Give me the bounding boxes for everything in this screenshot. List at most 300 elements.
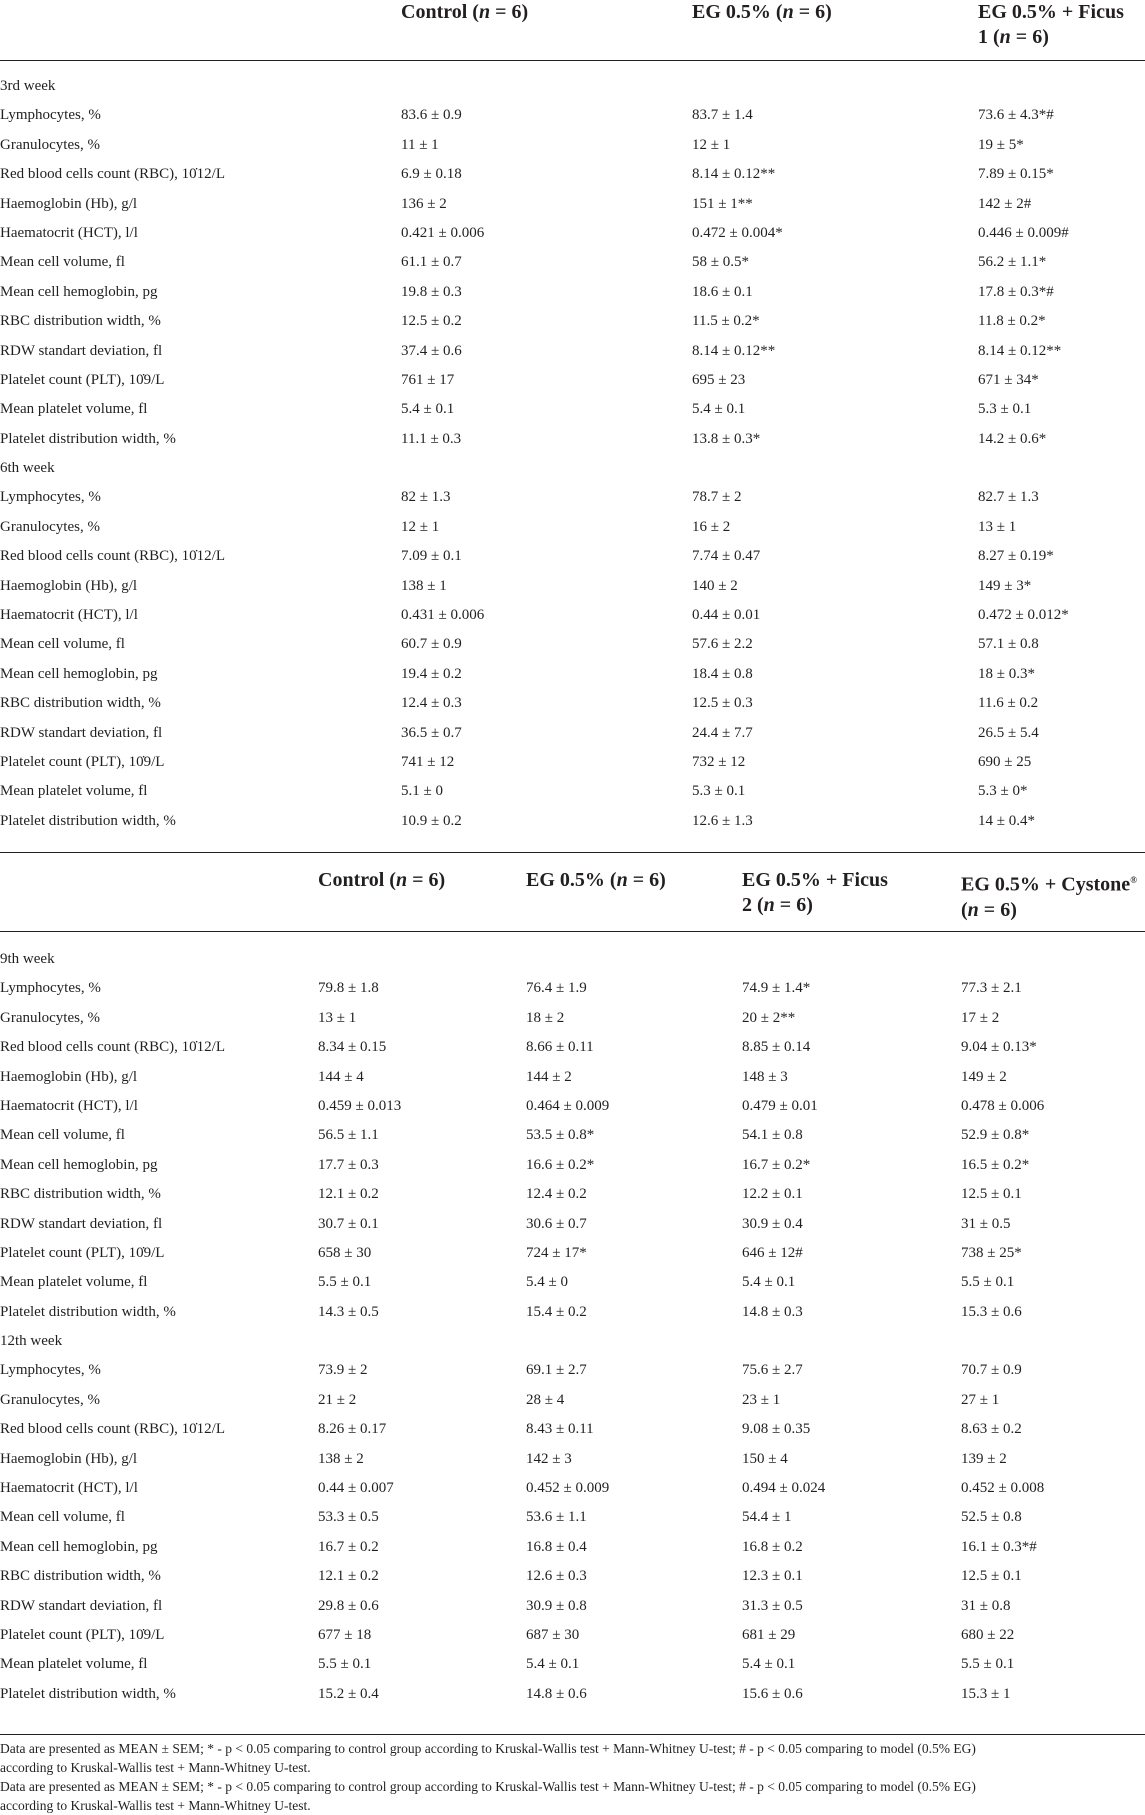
cell-value: 0.472 ± 0.004*: [692, 224, 783, 241]
row-label: Mean cell hemoglobin, pg: [0, 665, 158, 682]
cell-value: 8.14 ± 0.12**: [978, 342, 1062, 359]
cell-value: 75.6 ± 2.7: [742, 1362, 803, 1379]
cell-value: 8.26 ± 0.17: [318, 1421, 387, 1438]
section-title: 12th week: [0, 1333, 63, 1350]
cell-value: 21 ± 2: [318, 1391, 357, 1408]
table-2-body: [0, 945, 1145, 1709]
cell-value: 26.5 ± 5.4: [978, 724, 1039, 741]
cell-value: 11 ± 1: [401, 136, 439, 153]
cell-value: 15.3 ± 0.6: [961, 1303, 1022, 1320]
cell-value: 14.2 ± 0.6*: [978, 430, 1047, 447]
header-text: = 6): [407, 869, 446, 891]
cell-value: 142 ± 2#: [978, 195, 1032, 212]
header-text: EG 0.5% (: [526, 869, 617, 891]
table-row: [0, 630, 1145, 659]
header-text: = 6): [627, 869, 666, 891]
cell-value: 5.1 ± 0: [401, 783, 443, 800]
cell-value: 78.7 ± 2: [692, 489, 742, 506]
row-label: Platelet count (PLT), 10̇9/L: [0, 1626, 165, 1643]
row-label: Granulocytes, %: [0, 1391, 100, 1408]
cell-value: 12.4 ± 0.3: [401, 695, 462, 712]
cell-value: 7.89 ± 0.15*: [978, 166, 1054, 183]
cell-value: 0.472 ± 0.012*: [978, 607, 1069, 624]
row-label: Haemoglobin (Hb), g/l: [0, 1450, 138, 1467]
row-label: Mean cell hemoglobin, pg: [0, 1156, 158, 1173]
cell-value: 12.6 ± 0.3: [526, 1568, 587, 1585]
cell-value: 646 ± 12#: [742, 1244, 803, 1261]
table-row: [0, 1503, 1145, 1532]
row-label: RDW standart deviation, fl: [0, 1597, 163, 1614]
footnote-line: Data are presented as MEAN ± SEM; * - p < 0.05 comparing to control group according to Kruskal-Wallis test + Mann-Whitney U-test; # - p < 0.05 comparing to model (0.5% EG): [0, 1779, 976, 1794]
cell-value: 31 ± 0.5: [961, 1215, 1011, 1232]
row-label: Haemoglobin (Hb), g/l: [0, 1068, 138, 1085]
cell-value: 11.1 ± 0.3: [401, 430, 462, 447]
cell-value: 6.9 ± 0.18: [401, 166, 462, 183]
table-row: [0, 689, 1145, 718]
row-label: Mean platelet volume, fl: [0, 1274, 148, 1291]
row-label: RDW standart deviation, fl: [0, 342, 163, 359]
table-row: [0, 1621, 1145, 1650]
footnote-1: [0, 1739, 1145, 1777]
table-row: [0, 777, 1145, 806]
cell-value: 58 ± 0.5*: [692, 254, 749, 271]
cell-value: 76.4 ± 1.9: [526, 980, 587, 997]
table-row: [0, 483, 1145, 512]
cell-value: 5.3 ± 0*: [978, 783, 1028, 800]
header-n: n: [782, 1, 794, 23]
cell-value: 14 ± 0.4*: [978, 812, 1035, 829]
header-text: EG 0.5% + Ficus: [978, 1, 1124, 23]
cell-value: 724 ± 17*: [526, 1244, 587, 1261]
table-row: [0, 974, 1145, 1003]
cell-value: 681 ± 29: [742, 1626, 796, 1643]
table-row: [0, 513, 1145, 542]
cell-value: 7.09 ± 0.1: [401, 548, 462, 565]
cell-value: 0.479 ± 0.01: [742, 1097, 818, 1114]
table-row: [0, 748, 1145, 777]
column-header-control: [401, 0, 528, 25]
cell-value: 0.459 ± 0.013: [318, 1097, 402, 1114]
table-row: [0, 1210, 1145, 1239]
cell-value: 11.5 ± 0.2*: [692, 313, 760, 330]
cell-value: 5.4 ± 0: [526, 1274, 568, 1291]
cell-value: 9.04 ± 0.13*: [961, 1039, 1037, 1056]
table-1: [0, 0, 1145, 829]
row-label: Platelet count (PLT), 10̇9/L: [0, 371, 165, 388]
cell-value: 8.27 ± 0.19*: [978, 548, 1054, 565]
cell-value: 18.4 ± 0.8: [692, 665, 753, 682]
row-label: Red blood cells count (RBC), 10̇12/L: [0, 548, 225, 565]
cell-value: 23 ± 1: [742, 1391, 781, 1408]
cell-value: 16.8 ± 0.2: [742, 1538, 803, 1555]
cell-value: 57.6 ± 2.2: [692, 636, 753, 653]
row-label: Granulocytes, %: [0, 1009, 100, 1026]
cell-value: 20 ± 2**: [742, 1009, 796, 1026]
cell-value: 27 ± 1: [961, 1391, 1000, 1408]
cell-value: 52.5 ± 0.8: [961, 1509, 1022, 1526]
row-label: Mean cell volume, fl: [0, 1127, 125, 1144]
cell-value: 8.14 ± 0.12**: [692, 342, 776, 359]
table-row: [0, 1474, 1145, 1503]
header-text: = 6): [793, 1, 832, 23]
table-row: [0, 1298, 1145, 1327]
cell-value: 8.34 ± 0.15: [318, 1039, 387, 1056]
table-row: [0, 1268, 1145, 1297]
header-text: 2 (: [742, 894, 764, 916]
column-header-eg: [526, 868, 666, 893]
row-label: Mean cell volume, fl: [0, 636, 125, 653]
row-label: Haematocrit (HCT), l/l: [0, 607, 138, 624]
cell-value: 0.452 ± 0.008: [961, 1480, 1045, 1497]
cell-value: 16.5 ± 0.2*: [961, 1156, 1030, 1173]
cell-value: 13.8 ± 0.3*: [692, 430, 761, 447]
cell-value: 37.4 ± 0.6: [401, 342, 462, 359]
table-row: [0, 278, 1145, 307]
cell-value: 8.14 ± 0.12**: [692, 166, 776, 183]
header-text: EG 0.5% + Ficus: [742, 869, 888, 891]
row-label: Haemoglobin (Hb), g/l: [0, 577, 138, 594]
cell-value: 16 ± 2: [692, 518, 731, 535]
header-rule: [0, 931, 1145, 932]
header-n: n: [999, 26, 1011, 48]
cell-value: 0.44 ± 0.007: [318, 1480, 394, 1497]
section-title: 6th week: [0, 460, 55, 477]
cell-value: 30.7 ± 0.1: [318, 1215, 379, 1232]
row-label: Platelet count (PLT), 10̇9/L: [0, 753, 165, 770]
cell-value: 24.4 ± 7.7: [692, 724, 753, 741]
cell-value: 15.2 ± 0.4: [318, 1685, 379, 1702]
cell-value: 8.63 ± 0.2: [961, 1421, 1022, 1438]
cell-value: 5.5 ± 0.1: [318, 1274, 372, 1291]
cell-value: 5.4 ± 0.1: [401, 401, 455, 418]
cell-value: 142 ± 3: [526, 1450, 572, 1467]
table-row: [0, 572, 1145, 601]
cell-value: 14.8 ± 0.6: [526, 1685, 587, 1702]
cell-value: 82.7 ± 1.3: [978, 489, 1039, 506]
cell-value: 16.8 ± 0.4: [526, 1538, 587, 1555]
cell-value: 30.6 ± 0.7: [526, 1215, 587, 1232]
cell-value: 738 ± 25*: [961, 1244, 1022, 1261]
cell-value: 83.6 ± 0.9: [401, 107, 462, 124]
table-2: [0, 853, 1145, 1702]
cell-value: 9.08 ± 0.35: [742, 1421, 811, 1438]
row-label: Platelet distribution width, %: [0, 430, 176, 447]
cell-value: 11.6 ± 0.2: [978, 695, 1039, 712]
cell-value: 12.4 ± 0.2: [526, 1186, 587, 1203]
cell-value: 36.5 ± 0.7: [401, 724, 462, 741]
row-label: Red blood cells count (RBC), 10̇12/L: [0, 1039, 225, 1056]
footnote-line: Data are presented as MEAN ± SEM; * - p < 0.05 comparing to control group according to Kruskal-Wallis test + Mann-Whitney U-test; # - p < 0.05 comparing to model (0.5% EG): [0, 1741, 976, 1756]
cell-value: 138 ± 2: [318, 1450, 364, 1467]
cell-value: 148 ± 3: [742, 1068, 788, 1085]
cell-value: 0.421 ± 0.006: [401, 224, 485, 241]
cell-value: 83.7 ± 1.4: [692, 107, 753, 124]
cell-value: 17.7 ± 0.3: [318, 1156, 379, 1173]
cell-value: 54.4 ± 1: [742, 1509, 792, 1526]
table-row: [0, 1004, 1145, 1033]
header-text: 1 (: [978, 26, 1000, 48]
cell-value: 149 ± 2: [961, 1068, 1007, 1085]
cell-value: 30.9 ± 0.8: [526, 1597, 587, 1614]
registered-mark: ®: [1130, 875, 1137, 885]
cell-value: 19.8 ± 0.3: [401, 283, 462, 300]
cell-value: 53.6 ± 1.1: [526, 1509, 587, 1526]
table-row: [0, 719, 1145, 748]
cell-value: 15.6 ± 0.6: [742, 1685, 803, 1702]
bottom-rule: [0, 1734, 1145, 1735]
cell-value: 732 ± 12: [692, 753, 746, 770]
cell-value: 12.1 ± 0.2: [318, 1186, 379, 1203]
table-row: [0, 1151, 1145, 1180]
cell-value: 761 ± 17: [401, 371, 455, 388]
table-row: [0, 1121, 1145, 1150]
cell-value: 11.8 ± 0.2*: [978, 313, 1046, 330]
cell-value: 0.446 ± 0.009#: [978, 224, 1069, 241]
table-row: [0, 160, 1145, 189]
cell-value: 12 ± 1: [692, 136, 731, 153]
cell-value: 0.494 ± 0.024: [742, 1480, 826, 1497]
cell-value: 151 ± 1**: [692, 195, 753, 212]
row-label: Platelet distribution width, %: [0, 1303, 176, 1320]
cell-value: 690 ± 25: [978, 753, 1032, 770]
cell-value: 150 ± 4: [742, 1450, 788, 1467]
section-title: 9th week: [0, 951, 55, 967]
table-row: [0, 1386, 1145, 1415]
header-text: = 6): [1010, 26, 1049, 48]
cell-value: 680 ± 22: [961, 1626, 1015, 1643]
column-header-eg-cystone: [961, 868, 1137, 923]
cell-value: 7.74 ± 0.47: [692, 548, 761, 565]
row-label: Red blood cells count (RBC), 10̇12/L: [0, 1421, 225, 1438]
row-label: Granulocytes, %: [0, 518, 100, 535]
cell-value: 8.43 ± 0.11: [526, 1421, 594, 1438]
table-row: [0, 1592, 1145, 1621]
cell-value: 19 ± 5*: [978, 136, 1024, 153]
table-row: [0, 395, 1145, 424]
cell-value: 0.452 ± 0.009: [526, 1480, 610, 1497]
footnote-line: according to Kruskal-Wallis test + Mann-Whitney U-test.: [0, 1760, 311, 1775]
row-label: RDW standart deviation, fl: [0, 1215, 163, 1232]
cell-value: 671 ± 34*: [978, 371, 1039, 388]
cell-value: 17 ± 2: [961, 1009, 1000, 1026]
cell-value: 12.3 ± 0.1: [742, 1568, 803, 1585]
cell-value: 144 ± 2: [526, 1068, 572, 1085]
cell-value: 53.5 ± 0.8*: [526, 1127, 595, 1144]
cell-value: 31.3 ± 0.5: [742, 1597, 803, 1614]
cell-value: 5.4 ± 0.1: [526, 1656, 580, 1673]
cell-value: 52.9 ± 0.8*: [961, 1127, 1030, 1144]
table-row: [0, 807, 1145, 836]
row-label: Platelet distribution width, %: [0, 812, 176, 829]
cell-value: 5.4 ± 0.1: [692, 401, 746, 418]
table-row: [0, 1533, 1145, 1562]
cell-value: 12.5 ± 0.2: [401, 313, 462, 330]
cell-value: 74.9 ± 1.4*: [742, 980, 811, 997]
header-text: EG 0.5% (: [692, 1, 783, 23]
cell-value: 138 ± 1: [401, 577, 447, 594]
header-n: n: [616, 869, 628, 891]
table-row: [0, 1562, 1145, 1591]
cell-value: 13 ± 1: [318, 1009, 357, 1026]
row-label: Platelet count (PLT), 10̇9/L: [0, 1244, 165, 1261]
cell-value: 82 ± 1.3: [401, 489, 451, 506]
cell-value: 695 ± 23: [692, 371, 746, 388]
cell-value: 5.4 ± 0.1: [742, 1656, 796, 1673]
cell-value: 5.5 ± 0.1: [318, 1656, 372, 1673]
table-row: [0, 1650, 1145, 1679]
header-text: Control (: [401, 1, 479, 23]
table-row: [0, 1092, 1145, 1121]
cell-value: 741 ± 12: [401, 753, 455, 770]
table-row: [0, 425, 1145, 454]
table-row: [0, 131, 1145, 160]
table-row: [0, 1239, 1145, 1268]
cell-value: 53.3 ± 0.5: [318, 1509, 379, 1526]
header-n: n: [967, 898, 979, 921]
header-text: = 6): [978, 898, 1017, 921]
row-label: RDW standart deviation, fl: [0, 724, 163, 741]
table-row: [0, 1033, 1145, 1062]
row-label: Haematocrit (HCT), l/l: [0, 224, 138, 241]
cell-value: 5.4 ± 0.1: [742, 1274, 796, 1291]
row-label: Mean platelet volume, fl: [0, 783, 148, 800]
table-row: [0, 337, 1145, 366]
table-row: [0, 542, 1145, 571]
row-label: Lymphocytes, %: [0, 1362, 101, 1379]
cell-value: 70.7 ± 0.9: [961, 1362, 1022, 1379]
row-label: Platelet distribution width, %: [0, 1685, 176, 1702]
column-header-eg-ficus-1: [978, 0, 1124, 50]
row-label: Red blood cells count (RBC), 10̇12/L: [0, 166, 225, 183]
column-header-eg-ficus-2: [742, 868, 888, 918]
cell-value: 12.5 ± 0.3: [692, 695, 753, 712]
table-row: [0, 601, 1145, 630]
cell-value: 16.7 ± 0.2*: [742, 1156, 811, 1173]
cell-value: 658 ± 30: [318, 1244, 372, 1261]
row-label: Mean cell volume, fl: [0, 1509, 125, 1526]
cell-value: 140 ± 2: [692, 577, 738, 594]
cell-value: 18 ± 0.3*: [978, 665, 1035, 682]
header-text: = 6): [490, 1, 529, 23]
row-label: Lymphocytes, %: [0, 107, 101, 124]
row-label: Haemoglobin (Hb), g/l: [0, 195, 138, 212]
table-2-header: [0, 853, 1145, 931]
header-n: n: [763, 894, 775, 916]
cell-value: 0.464 ± 0.009: [526, 1097, 610, 1114]
table-row: [0, 1415, 1145, 1444]
row-label: Lymphocytes, %: [0, 980, 101, 997]
row-label: Mean platelet volume, fl: [0, 401, 148, 418]
row-label: Mean cell hemoglobin, pg: [0, 1538, 158, 1555]
column-header-eg: [692, 0, 832, 25]
table-row: [0, 1445, 1145, 1474]
table-row: [0, 1356, 1145, 1385]
cell-value: 28 ± 4: [526, 1391, 565, 1408]
header-text: Control (: [318, 869, 396, 891]
cell-value: 12.6 ± 1.3: [692, 812, 753, 829]
cell-value: 19.4 ± 0.2: [401, 665, 462, 682]
cell-value: 12.5 ± 0.1: [961, 1186, 1022, 1203]
cell-value: 30.9 ± 0.4: [742, 1215, 803, 1232]
table-row: [0, 101, 1145, 130]
cell-value: 5.5 ± 0.1: [961, 1656, 1015, 1673]
row-label: Haematocrit (HCT), l/l: [0, 1097, 138, 1114]
header-rule: [0, 60, 1145, 61]
cell-value: 18.6 ± 0.1: [692, 283, 753, 300]
cell-value: 17.8 ± 0.3*#: [978, 283, 1054, 300]
row-label: RBC distribution width, %: [0, 695, 161, 712]
cell-value: 61.1 ± 0.7: [401, 254, 462, 271]
table-1-body: [0, 72, 1145, 836]
cell-value: 8.85 ± 0.14: [742, 1039, 811, 1056]
cell-value: 56.2 ± 1.1*: [978, 254, 1047, 271]
table-row: [0, 307, 1145, 336]
cell-value: 54.1 ± 0.8: [742, 1127, 803, 1144]
footnote-2: [0, 1777, 1145, 1815]
row-label: RBC distribution width, %: [0, 1186, 161, 1203]
header-text: (: [961, 898, 968, 921]
cell-value: 5.3 ± 0.1: [692, 783, 746, 800]
cell-value: 10.9 ± 0.2: [401, 812, 462, 829]
cell-value: 15.4 ± 0.2: [526, 1303, 587, 1320]
cell-value: 69.1 ± 2.7: [526, 1362, 587, 1379]
table-row: [0, 1063, 1145, 1092]
cell-value: 5.5 ± 0.1: [961, 1274, 1015, 1291]
table-row: [0, 660, 1145, 689]
table-row: [0, 190, 1145, 219]
cell-value: 16.6 ± 0.2*: [526, 1156, 595, 1173]
cell-value: 0.44 ± 0.01: [692, 607, 761, 624]
table-row: [0, 248, 1145, 277]
footnote-line: according to Kruskal-Wallis test + Mann-Whitney U-test.: [0, 1798, 311, 1813]
table-row: [0, 1680, 1145, 1709]
header-text: EG 0.5% + Cystone: [961, 873, 1131, 896]
cell-value: 13 ± 1: [978, 518, 1017, 535]
cell-value: 149 ± 3*: [978, 577, 1032, 594]
section-title: 3rd week: [0, 78, 56, 94]
row-label: Granulocytes, %: [0, 136, 100, 153]
cell-value: 57.1 ± 0.8: [978, 636, 1039, 653]
cell-value: 79.8 ± 1.8: [318, 980, 379, 997]
row-label: RBC distribution width, %: [0, 313, 161, 330]
table-row: [0, 366, 1145, 395]
cell-value: 139 ± 2: [961, 1450, 1007, 1467]
row-label: RBC distribution width, %: [0, 1568, 161, 1585]
cell-value: 136 ± 2: [401, 195, 447, 212]
cell-value: 73.9 ± 2: [318, 1362, 368, 1379]
cell-value: 73.6 ± 4.3*#: [978, 107, 1054, 124]
cell-value: 15.3 ± 1: [961, 1685, 1011, 1702]
cell-value: 12.1 ± 0.2: [318, 1568, 379, 1585]
cell-value: 77.3 ± 2.1: [961, 980, 1022, 997]
cell-value: 0.478 ± 0.006: [961, 1097, 1045, 1114]
column-header-control: [318, 868, 445, 893]
cell-value: 18 ± 2: [526, 1009, 565, 1026]
row-label: Haematocrit (HCT), l/l: [0, 1480, 138, 1497]
cell-value: 16.1 ± 0.3*#: [961, 1538, 1037, 1555]
cell-value: 0.431 ± 0.006: [401, 607, 485, 624]
cell-value: 8.66 ± 0.11: [526, 1039, 594, 1056]
cell-value: 12.2 ± 0.1: [742, 1186, 803, 1203]
cell-value: 5.3 ± 0.1: [978, 401, 1032, 418]
table-1-header: [0, 0, 1145, 60]
cell-value: 31 ± 0.8: [961, 1597, 1011, 1614]
row-label: Mean platelet volume, fl: [0, 1656, 148, 1673]
header-n: n: [395, 869, 408, 891]
header-n: n: [478, 1, 491, 23]
header-text: = 6): [774, 894, 813, 916]
table-row: [0, 219, 1145, 248]
